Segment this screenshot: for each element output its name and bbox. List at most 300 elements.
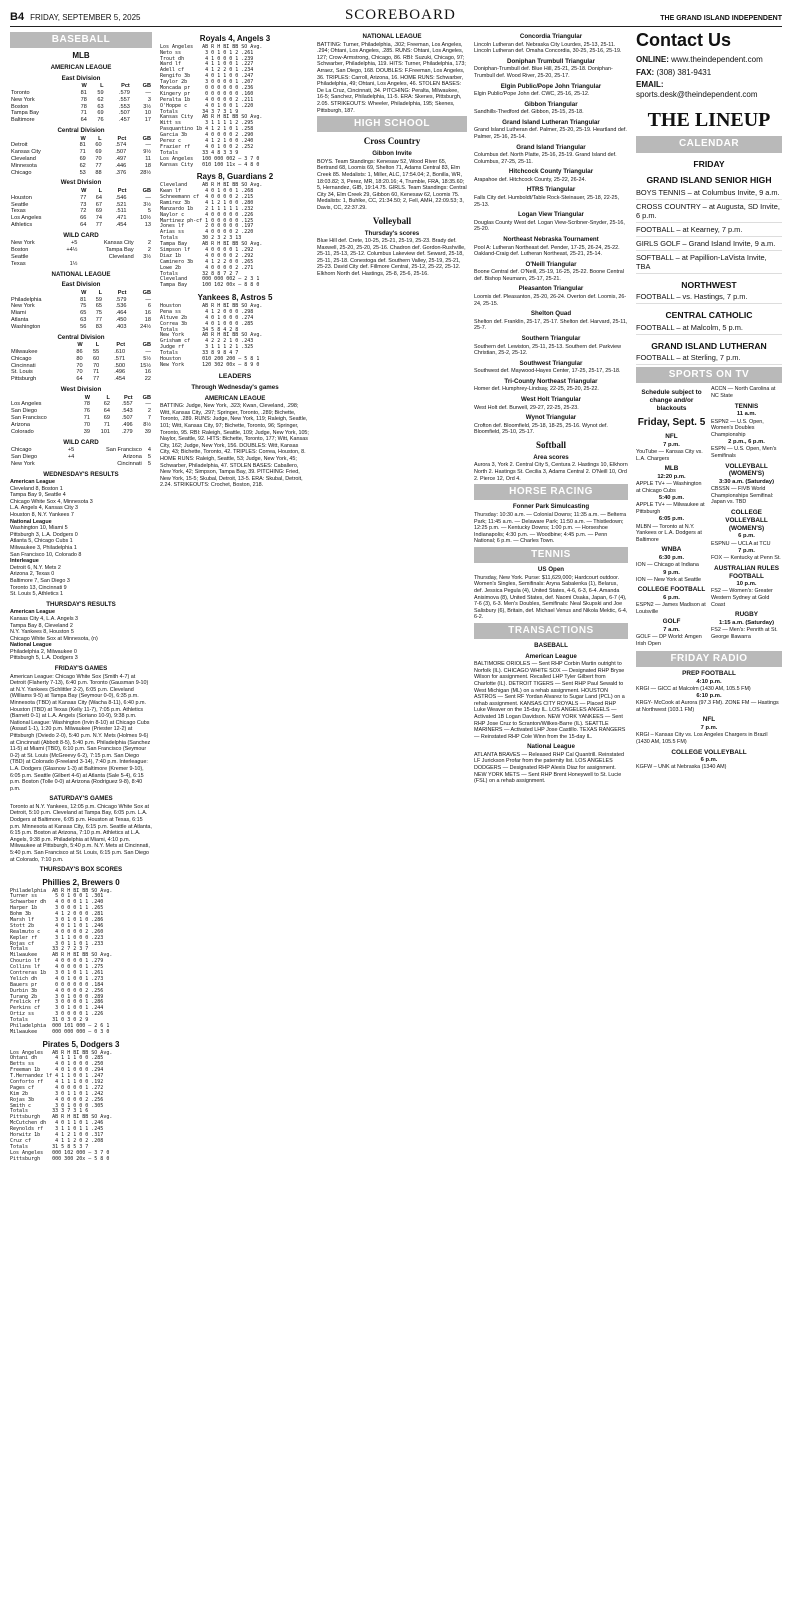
standings-cell: 71: [79, 149, 86, 156]
standings-col-header: W: [80, 135, 86, 142]
standings-cell: 24½: [140, 323, 151, 330]
game-result: Arizona 2, Texas 0: [10, 571, 55, 578]
standings-cell: .454: [114, 376, 126, 383]
standings-table: [10, 342, 152, 383]
wildcard-cell: Texas: [11, 260, 26, 267]
tv-time: 9 p.m.: [663, 569, 680, 576]
standings-cell: 69: [79, 155, 86, 162]
calendar-gil-items: [636, 353, 782, 365]
standings-row: [10, 408, 152, 415]
standings-col-header: [10, 188, 72, 195]
standings-cell: 77: [92, 376, 100, 383]
standings-cell: 77: [95, 222, 102, 228]
standings-col-header: [10, 395, 77, 402]
al-wildcard-heading: WILD CARD: [63, 231, 99, 239]
standings-cell: 73: [80, 201, 87, 208]
volleyball-heading: Volleyball: [372, 215, 412, 226]
box-score-title: Phillies 2, Brewers 0: [42, 877, 120, 887]
tournament-results: Loomis def. Pleasanton, 25-20, 26-24. Overton def. Loomis, 26-24, 25-15.: [474, 294, 627, 307]
standings-cell: San Diego: [11, 408, 38, 415]
standings-cell: 64: [80, 117, 87, 124]
standings-cell: .507: [115, 149, 127, 156]
tv-listing: ESPN — U.S. Open, Men's Semifinals: [711, 446, 777, 459]
tv-listing: YouTube — Kansas City vs. L.A. Chargers: [636, 448, 703, 462]
standings-cell: Cincinnati: [11, 362, 36, 369]
standings-cell: —: [145, 401, 151, 408]
standings-cell: 65: [95, 303, 102, 310]
friday-games-heading: FRIDAY'S GAMES: [54, 665, 108, 673]
nl-wildcard-table: [10, 447, 152, 467]
standings-cell: 63: [80, 317, 87, 323]
standings-cell: .496: [114, 369, 126, 376]
wildcard-cell: 1½: [69, 260, 78, 267]
game-result: Houston 8, N.Y. Yankees 7: [10, 512, 74, 519]
division-heading: Central Division: [57, 126, 105, 134]
standings-row: [10, 415, 152, 422]
game-result: St. Louis 5, Athletics 1: [10, 591, 64, 598]
tv-listing: ESPN2 — U.S. Open, Women's Doubles Championship: [711, 418, 764, 438]
tv-time: 7 p.m.: [663, 441, 680, 448]
standings-cell: 78: [80, 96, 87, 103]
wildcard-row: [10, 454, 152, 461]
tournament-heading: Shelton Quad: [530, 310, 572, 318]
standings-cell: .557: [118, 96, 130, 103]
standings-cell: 7: [147, 415, 151, 422]
wildcard-cell: +5: [70, 240, 78, 247]
box-score-body: Los Angeles AB R H BI BB SO Avg. Ohtani dh 4 1 1 1 0 0 .285 Betts ss 4 0 1 0 0 0 .250 Freeman 1b 4 0 1 0 0 0 .294 T.Hernandez lf 4 1 1 0 0 1 .247 Conforto rf 4 1 1 1 0 0 .192 Pages cf 4 0 0 0 0 1 .272 Kim 2b 3 0 1 1 0 1 .242 Rojas 3b 4 0 0 0 0 2 .256 Smith c 3 0 1 0 0 0 .305 Totals 33 3 7 3 1 6 Pittsburgh AB R H BI BB SO Avg. McCutchen dh 4 0 1 1 0 1 .246 Reynolds rf 3 1 1 0 1 1 .245 Horwitz 1b 4 1 2 1 0 0 .317 Cruz cf 4 1 1 2 0 2 .208 Totals 31 5 8 5 3 7 Los Angeles 000 102 000 — 3 7 0 Pittsburgh 000 300 20x — 5 8 0: [10, 1049, 113, 1162]
standings-col-header: W: [81, 83, 87, 90]
leaders-al-heading: AMERICAN LEAGUE: [204, 394, 266, 402]
saturday-games-heading: SATURDAY'S GAMES: [49, 795, 113, 803]
standings-col-header: Pct: [121, 83, 130, 90]
tournament-results: Douglas County West def. Logan View-Scribner-Snyder, 25-16, 25-20.: [474, 219, 625, 233]
standings-col-header: GB: [142, 289, 151, 296]
league-subheading: American League: [10, 609, 55, 616]
tv-category: VOLLEYBALL (WOMEN'S): [725, 462, 768, 478]
standings-col-header: Pct: [116, 342, 126, 349]
standings-cell: 70: [76, 362, 83, 369]
volleyball-results: Blue Hill def. Crete, 10-25, 25-21, 25-19, 25-23. Brady def. Maxwell, 25-20, 25-20, 25-16. Chadron def. Gordon-Rushville, 25-11, 25-13, 25-12. Columbus Lakeview def. Seward, 25-18, 25-11, 25-18. Conestoga def. Southern Valley, 25-19, 25-21, 25-23. David City def. Fillmore Central, 25-12, 25-22, 25-12. Elkhorn North def. Hastings, 25-8, 25-6, 25-16.: [317, 238, 466, 278]
standings-cell: Milwaukee: [11, 349, 38, 355]
tournament-results: Shelton def. Franklin, 25-17, 25-17. Shelton def. Harvard, 25-11, 25-7.: [474, 318, 628, 332]
standings-row: [10, 369, 152, 376]
standings-cell: .500: [114, 362, 126, 369]
standings-cell: 70: [83, 421, 90, 428]
tournament-results: Lincoln Lutheran def. Nebraska City Lourdes, 25-13, 25-11. Lincoln Lutheran def. Omaha Concordia, 30-25, 25-16, 25-19.: [474, 41, 622, 55]
leaders-heading: LEADERS: [218, 372, 252, 380]
standings-cell: 69: [97, 110, 104, 117]
calendar-event: GIRLS GOLF – Grand Island Invite, 9 a.m.: [636, 239, 782, 251]
standings-cell: Washington: [11, 323, 41, 330]
wildcard-cell: 5: [147, 453, 151, 460]
standings-cell: 63: [97, 103, 104, 110]
wildcard-cell: +5: [67, 447, 75, 454]
radio-time: 7 p.m.: [700, 725, 718, 732]
standings-cell: 5½: [143, 355, 151, 362]
page-header: [10, 8, 782, 27]
wildcard-row: [10, 240, 152, 247]
standings-cell: —: [145, 349, 151, 355]
cross-country-results: BOYS. Team Standings: Kenesaw 52, Wood River 65, Bertrand 68, Loomis 69, Shelton 71, Adams Central 83, Elm Creek 85. Medalists: 1, Miller, ALC, 17:54.04; 2, Bonilla, WR, 18:03.82; 3, Perez, MR, 18:20.16; 4, Trumble, FRA, 18:35.60; 5, Hernandez, GIB, 19:14.75. GIRLS. Team Standings: Central City 34, Elm Creek 29, Gibbon 60, Kenesaw 62, Loomis 75. Medalists: 1, Buhlke, CC, 21:34.50; 2, Fell, AMH, 22:09.53; 3, Davis, CC, 22:37.29.: [317, 158, 467, 211]
tv-category: AUSTRALIAN RULES FOOTBALL: [714, 564, 779, 580]
sports-on-tv-day: Friday, Sept. 5: [637, 416, 706, 428]
tournament-heading: Southwest Triangular: [519, 359, 583, 367]
tournament-results: Southern def. Lewiston, 25-11, 25-13. Southern def. Parkview Christian, 25-2, 25-12.: [474, 343, 622, 357]
standings-cell: 28½: [140, 169, 151, 176]
tv-time: 6 p.m.: [663, 595, 680, 602]
standings-row: [10, 202, 152, 209]
tournament-heading: O'Neill Triangular: [525, 260, 577, 268]
standings-cell: 77: [95, 317, 102, 323]
box-score-title: Rays 8, Guardians 2: [196, 172, 274, 182]
column-contact-lineup: [636, 30, 782, 1614]
standings-col-header: W: [77, 342, 83, 349]
tournament-results: Columbus def. North Platte, 25-16, 25-19. Grand Island def. Columbus, 27-25, 25-11.: [474, 152, 617, 165]
tournament-results: Southwest def. Maywood-Hayes Center, 17-25, 25-17, 25-18.: [474, 368, 621, 375]
tv-category: COLLEGE VOLLEYBALL (WOMEN'S): [725, 509, 768, 532]
calendar-gil: GRAND ISLAND LUTHERAN: [651, 340, 767, 351]
tv-listing: MLBN — Toronto at N.Y. Yankees or L.A. Dodgers at Baltimore: [636, 523, 702, 543]
tournament-results: Elgin Public/Pope John def. CWC, 25-16, 25-12.: [474, 91, 590, 98]
standings-cell: Boston: [11, 103, 29, 110]
contact-fax-label: FAX:: [636, 67, 655, 77]
standings-cell: 5: [147, 208, 151, 215]
standings-col-header: W: [84, 394, 90, 401]
standings-cell: 2: [147, 408, 151, 415]
standings-cell: Pittsburgh: [11, 376, 37, 383]
tennis-bar: TENNIS: [474, 547, 628, 563]
standings-cell: .507: [118, 110, 130, 117]
standings-cell: —: [145, 194, 151, 201]
column-baseball-standings: [10, 30, 152, 1614]
tournament-heading: Elgin Public/Pope John Triangular: [500, 82, 602, 90]
standings-col-header: L: [98, 135, 102, 142]
contact-title: Contact Us: [636, 30, 732, 50]
standings-cell: .464: [115, 310, 127, 317]
tournament-results: Falls City def. Humboldt/Table Rock-Steinauer, 25-18, 22-25, 25-13.: [474, 195, 620, 208]
tv-listing: GOLF — DP World: Amgen Irish Open: [636, 634, 702, 647]
standings-cell: Arizona: [11, 421, 30, 428]
horse-racing-bar: HORSE RACING: [474, 484, 628, 500]
radio-listing: KRGY- McCook at Aurora (97.3 FM). ZONE FM — Hastings at Northwest (103.1 FM): [636, 700, 779, 713]
leaders-nl-heading: NATIONAL LEAGUE: [362, 33, 422, 40]
wildcard-row: [10, 261, 152, 268]
standings-cell: 3½: [143, 103, 151, 110]
box-score-body: Cleveland AB R H BI BB SO Avg. Kwan lf 4 0 1 0 0 1 .268 Schneemann cf 4 0 0 0 0 2 .215 Ramirez 3b 4 1 2 1 0 0 .280 Manzardo 1b 2 1 1 1 1 1 .232 Naylor c 4 0 0 0 0 0 .226 Martinez ph-cf 1 0 0 0 0 0 .125 Jones lf 2 0 0 0 0 0 .197 Arias ss 4 0 0 0 0 2 .220 Totals 30 2 3 2 3 13 Tampa Bay AB R H BI BB SO Avg. Simpson lf 4 0 0 0 0 1 .292 Diaz 1b 4 0 0 0 0 2 .292 Caminero 3b 4 1 2 2 0 0 .265 Lowe 2b 4 0 0 0 0 2 .271 Totals 32 8 8 7 2 7 Cleveland 000 000 002 — 2 3 1 Tampa Bay 100 102 00x — 8 8 0: [160, 182, 263, 289]
wildcard-cell: [135, 261, 152, 268]
section-title: SCOREBOARD: [344, 6, 456, 23]
standings-header-row: [10, 342, 152, 349]
tv-listing: CBSSN — FIVB World Championships Semifinal: Japan vs. TBD: [711, 486, 774, 506]
wildcard-cell: Boston: [11, 247, 29, 254]
game-result: Pittsburgh 3, L.A. Dodgers 0: [10, 531, 78, 538]
standings-cell: 59: [95, 296, 102, 303]
division-heading: Central Division: [57, 333, 105, 341]
wildcard-cell: Seattle: [11, 254, 29, 260]
tournament-results: Grand Island Lutheran def. Palmer, 25-20, 25-19. Heartland def. Palmer, 25-16, 25-14.: [474, 127, 627, 140]
tournament-results: Boone Central def. O'Neill, 25-19, 16-25, 25-22. Boone Central def. Bishop Neumann, 25-17, 25-21.: [474, 269, 624, 282]
wildcard-cell: +4½: [66, 247, 78, 254]
wildcard-cell: +4: [67, 453, 75, 460]
league-subheading: National League: [10, 642, 52, 649]
standings-cell: 81: [79, 142, 86, 149]
game-result: Pittsburgh 5, L.A. Dodgers 3: [10, 655, 78, 662]
tournament-heading: Grand Island Lutheran Triangular: [502, 118, 600, 126]
standings-row: [10, 297, 152, 304]
standings-col-header: L: [98, 187, 102, 194]
standings-row: [10, 356, 152, 363]
standings-cell: .471: [115, 215, 127, 222]
league-subheading: National League: [10, 518, 52, 525]
radio-time: 6 p.m.: [700, 757, 718, 764]
calendar-day: FRIDAY: [693, 158, 725, 169]
wildcard-row: [10, 247, 152, 254]
transactions-nl-text: ATLANTA BRAVES — Released RHP Cal Quantrill. Reinstated LF Jurickson Profar from the paternity list. LOS ANGELES DODGERS — Designated RHP Alexis Diaz for assignment. NEW YORK METS — Sent RHP Brent Honeywell to St. Lucie (FSL) on a rehab assignment.: [474, 751, 624, 785]
tv-time: 6:05 p.m.: [658, 516, 685, 523]
tv-listing: FOX — Kentucky at Penn St.: [711, 555, 781, 562]
standings-row: [10, 156, 152, 163]
standings-row: [10, 401, 152, 408]
tournament-heading: West Holt Triangular: [520, 396, 582, 404]
sports-on-tv-listings: [636, 433, 707, 647]
wildcard-row: [10, 447, 152, 454]
standings-row: [10, 317, 152, 324]
standings-header-row: [10, 290, 152, 297]
wildcard-cell: San Diego: [11, 453, 38, 460]
division-heading: West Division: [60, 179, 102, 187]
wildcard-cell: 5: [147, 460, 151, 467]
box-score-title: Royals 4, Angels 3: [199, 34, 271, 43]
standings-col-header: GB: [142, 135, 151, 142]
tournament-heading: Logan View Triangular: [518, 211, 584, 219]
tournament-results: Doniphan-Trumbull def. Blue Hill, 25-21, 25-18. Doniphan-Trumbull def. Wood River, 25-20, 25-17.: [474, 66, 613, 79]
calendar-event: FOOTBALL – vs. Hastings, 7 p.m.: [636, 292, 782, 304]
standings-cell: 15½: [140, 362, 151, 369]
tournament-heading: Hitchcock County Triangular: [508, 168, 594, 176]
standings-cell: .536: [115, 303, 127, 310]
paper-name: THE GRAND ISLAND INDEPENDENT: [660, 15, 782, 23]
standings-cell: Seattle: [11, 201, 29, 208]
leaders-subtitle: Through Wednesday's games: [191, 384, 279, 392]
game-result: Toronto 13, Cincinnati 9: [10, 584, 67, 591]
standings-cell: .546: [115, 194, 127, 201]
standings-cell: .507: [121, 415, 133, 422]
radio-time: 6:10 p.m.: [696, 693, 722, 700]
standings-cell: 62: [97, 96, 104, 103]
standings-row: [10, 142, 152, 149]
calendar-event: CROSS COUNTRY – at Augusta, SD Invite, 6 p.m.: [636, 202, 782, 223]
game-result: Kansas City 4, L.A. Angels 3: [10, 615, 79, 622]
game-result: Tampa Bay 8, Cleveland 2: [10, 622, 73, 629]
standings-cell: Kansas City: [11, 149, 41, 156]
tournament-heading: Doniphan Trumbull Triangular: [506, 57, 595, 65]
standings-cell: 16: [144, 369, 151, 376]
tournament-heading: Southern Triangular: [521, 334, 581, 342]
radio-listing: KGFW – UNK at Nebraska (1340 AM): [636, 764, 727, 771]
leaders-nl-text: BATTING: Turner, Philadelphia, .302; Freeman, Los Angeles, .294; Ohtani, Los Angeles, .285. RUNS: Ohtani, Los Angeles, 127; Crow-Armstrong, Chicago, 86. RBI: Suzuki, Chicago, 97; Schwarber, Philadelphia, 119. HITS: Turner, Philadelphia, 173; Arraez, San Diego, 168. DOUBLES: F.Freeman, Los Angeles, 36. TRIPLES: Carroll, Arizona, 16. HOME RUNS: Schwarber, Philadelphia, 49; Ohtani, Los Angeles, 46. STOLEN BASES: De La Cruz, Cincinnati, 34. PITCHING: Peralta, Milwaukee, 16-5; Sanchez, Philadelphia, 11-5. ERA: Skenes, Pittsburgh, 2.05. STRIKEOUTS: Wheeler, Philadelphia, 195; Skenes, Pittsburgh, 187.: [317, 41, 466, 114]
standings-cell: Chicago: [11, 169, 32, 176]
tournament-heading: Wynot Triangular: [525, 414, 577, 422]
standings-row: [10, 363, 152, 370]
standings-col-header: L: [106, 394, 110, 401]
standings-header-row: [10, 83, 152, 90]
wildcard-row: [10, 461, 152, 468]
standings-cell: 56: [80, 323, 87, 330]
standings-row: [10, 104, 152, 111]
standings-cell: 8½: [143, 421, 151, 428]
wildcard-cell: [60, 461, 75, 468]
thursday-results-heading: THURSDAY'S RESULTS: [46, 600, 116, 608]
tennis-text: Thursday, New York. Purse: $11,629,000; Hardcourt outdoor. Women's Singles, Semifinals: Aryna Sabalenka (1), Belarus, def. Jessica Pegula (4), United States, 4-6, 6-3, 6-4. Amanda Anisimova (8), United States, def. Naomi Osaka, Japan, 6-7 (4), 7-6 (3), 6-3. Men's Doubles, Semifinals: Neal Skupski and Joe Salisbury (6), Britain, def. Michael Venus and Nikola Mektic, 6-4, 6-2.: [474, 574, 628, 621]
tv-category: COLLEGE FOOTBALL: [637, 586, 706, 594]
standings-cell: 39: [83, 428, 90, 435]
game-result: San Francisco 10, Colorado 8: [10, 551, 82, 558]
tournament-heading: Pleasanton Triangular: [518, 285, 584, 293]
standings-table: [10, 395, 152, 436]
nl-heading: NATIONAL LEAGUE: [51, 270, 111, 278]
box-score-body: Houston AB R H BI BB SO Avg. Pena ss 4 1 2 0 0 0 .298 Altuve 2b 4 0 1 0 0 0 .274 Correa 3b 4 0 1 0 0 0 .285 Totals 34 5 8 4 2 8 New York AB R H BI BB SO Avg. Grisham cf 4 2 2 2 1 0 .243 Judge rf 3 1 1 1 2 1 .325 Totals 33 8 9 8 4 7 Houston 010 200 200 — 5 8 1 New York 120 302 00x — 8 9 0: [160, 302, 263, 368]
game-result: Cleveland 8, Boston 1: [10, 485, 63, 492]
standings-table: [10, 188, 152, 229]
standings-cell: 3: [147, 96, 151, 103]
standings-col-header: GB: [142, 342, 151, 349]
standings-col-header: [10, 83, 71, 90]
standings-row: [10, 97, 152, 104]
baseball-bar: BASEBALL: [10, 32, 152, 48]
standings-cell: .450: [115, 317, 127, 323]
tv-listing: FS2 — Women's: Greater Western Sydney at Gold Coast: [711, 588, 773, 608]
sports-on-tv: [636, 386, 782, 648]
standings-cell: 71: [83, 415, 90, 422]
standings-row: [10, 149, 152, 156]
tv-time: 3:30 a.m. (Saturday): [718, 479, 775, 486]
standings-row: [10, 170, 152, 177]
al-wildcard-table: [10, 240, 152, 267]
standings-col-header: L: [100, 83, 104, 90]
standings-row: [10, 422, 152, 429]
contact-box: [636, 30, 782, 100]
wednesday-results-heading: WEDNESDAY'S RESULTS: [43, 470, 119, 478]
al-heading: AMERICAN LEAGUE: [50, 63, 112, 71]
website-link[interactable]: www.theindependent.com: [671, 54, 763, 64]
column-leaders-highschool: [317, 30, 467, 1614]
standings-row: [10, 303, 152, 310]
al-standings: [10, 75, 152, 229]
standings-col-header: GB: [142, 187, 151, 194]
standings-cell: 77: [95, 162, 102, 169]
wildcard-cell: Tampa Bay: [105, 247, 134, 254]
standings-cell: 64: [95, 194, 102, 201]
standings-header-row: [10, 395, 152, 402]
softball-heading: Softball: [535, 439, 566, 450]
standings-cell: 71: [103, 421, 110, 428]
standings-cell: 11: [145, 155, 151, 162]
standings-cell: 81: [80, 89, 87, 96]
tournament-heading: Gibbon Triangular: [524, 100, 578, 108]
contact-online-label: ONLINE:: [636, 54, 669, 64]
standings-cell: 65: [80, 310, 87, 317]
tournament-heading: Northeast Nebraska Tournament: [503, 235, 599, 243]
friday-radio-bar: FRIDAY RADIO: [636, 651, 782, 667]
lineup-title: THE LINEUP: [647, 108, 771, 131]
standings-cell: 71: [92, 369, 100, 376]
standings-row: [10, 163, 152, 170]
radio-prep-items: [636, 679, 782, 714]
standings-cell: Miami: [11, 310, 26, 317]
standings-cell: 78: [83, 401, 90, 408]
standings-cell: 62: [103, 401, 110, 408]
standings-cell: 3½: [143, 201, 151, 208]
standings-cell: Atlanta: [11, 317, 29, 323]
standings-col-header: W: [81, 187, 87, 194]
standings-cell: Philadelphia: [11, 296, 42, 303]
standings-cell: 76: [83, 408, 90, 415]
tv-category: MLB: [664, 465, 679, 473]
tournament-heading: Concordia Triangular: [519, 33, 583, 40]
standings-cell: Baltimore: [11, 117, 35, 124]
email-link[interactable]: sports.desk@theindependent.com: [636, 90, 758, 100]
tv-category: RUGBY: [734, 611, 759, 619]
standings-cell: New York: [11, 303, 35, 310]
standings-cell: .553: [118, 103, 130, 110]
tournament-results: Homer def. Humphrey-Lindsay, 22-25, 25-20, 25-22.: [474, 386, 599, 393]
standings-cell: .579: [115, 296, 127, 303]
tournament-results: Arapahoe def. Hitchcock County, 25-22, 26-24.: [474, 176, 586, 183]
standings-cell: —: [145, 296, 151, 303]
sports-on-tv-left: [636, 386, 707, 648]
standings-cell: 80: [76, 355, 83, 362]
tennis-title: US Open: [537, 566, 565, 574]
calendar-nw: NORTHWEST: [681, 279, 737, 290]
standings-cell: .571: [114, 355, 126, 362]
tv-time: 12:20 p.m.: [657, 473, 686, 480]
standings-cell: Tampa Bay: [11, 110, 39, 117]
calendar-event: FOOTBALL – at Kearney, 7 p.m.: [636, 225, 782, 237]
wednesday-results: [10, 479, 152, 598]
sports-on-tv-note: Schedule subject to change and/or blackouts: [641, 389, 702, 413]
wildcard-cell: 3½: [143, 254, 151, 260]
standings-cell: 17: [144, 117, 151, 124]
standings-cell: New York: [11, 96, 35, 103]
box-score-body: Los Angeles AB R H BI BB SO Avg. Neto ss 3 0 1 0 1 2 .261 Trout dh 4 1 0 0 0 1 .239 Ward lf 4 1 1 0 0 1 .227 Adell cf 4 1 2 2 0 1 .234 Rengifo 3b 4 0 1 1 0 0 .247 Taylor 2b 3 0 0 0 0 1 .207 Moncada pr 0 0 0 0 0 0 .236 Kingery pr 0 0 0 0 0 0 .160 Peralta 1b 4 0 0 0 0 2 .211 O'Hoppe c 4 0 1 0 0 1 .220 Totals 34 3 7 3 1 9 Kansas City AB R H BI BB SO Avg. Witt ss 3 1 1 1 1 2 .295 Pasquantino 1b 4 1 2 1 0 1 .258 Garcia 3b 4 0 0 0 0 2 .290 Perez c 4 1 2 1 0 0 .240 Frazier rf 4 0 1 0 0 2 .252 Totals 33 4 8 3 3 9 Los Angeles 100 000 002 — 3 7 0 Kansas City 010 100 11x — 4 8 0: [160, 43, 263, 168]
standings-cell: —: [145, 89, 151, 96]
nl-standings: [10, 281, 152, 435]
wildcard-cell: [55, 254, 78, 261]
tv-category: TENNIS: [734, 402, 759, 410]
tv-listing: ION — New York at Seattle: [636, 576, 702, 583]
game-result: Baltimore 7, San Diego 3: [10, 577, 70, 584]
standings-cell: Colorado: [11, 428, 34, 435]
standings-header-row: [10, 188, 152, 195]
tv-listing: ESPN2 — James Madison at Louisville: [636, 602, 706, 615]
wildcard-cell: 2: [147, 247, 151, 254]
radio-nfl-items: [636, 725, 782, 745]
standings-cell: .610: [114, 349, 126, 355]
radio-listing: KRGI — GICC at Malcolm (1430 AM, 105.5 FM): [636, 685, 751, 692]
page-header-left: [10, 11, 140, 24]
standings-row: [10, 222, 152, 229]
game-result: L.A. Angels 4, Kansas City 3: [10, 505, 79, 512]
standings-cell: 69: [95, 149, 102, 156]
standings-cell: .579: [118, 89, 130, 96]
standings-col-header: W: [81, 289, 87, 296]
wildcard-cell: [78, 261, 134, 268]
calendar-cc: CENTRAL CATHOLIC: [665, 310, 753, 321]
page-date: FRIDAY, SEPTEMBER 5, 2025: [30, 12, 141, 22]
tournament-results: Pool A: Lutheran Northeast def. Pender, 17-25, 26-24, 25-22. Oakland-Craig def. Lutheran Northeast, 25-21, 25-14.: [474, 244, 620, 258]
calendar-event: BOYS TENNIS – at Columbus Invite, 9 a.m.: [636, 188, 782, 200]
standings-cell: St. Louis: [11, 369, 33, 376]
